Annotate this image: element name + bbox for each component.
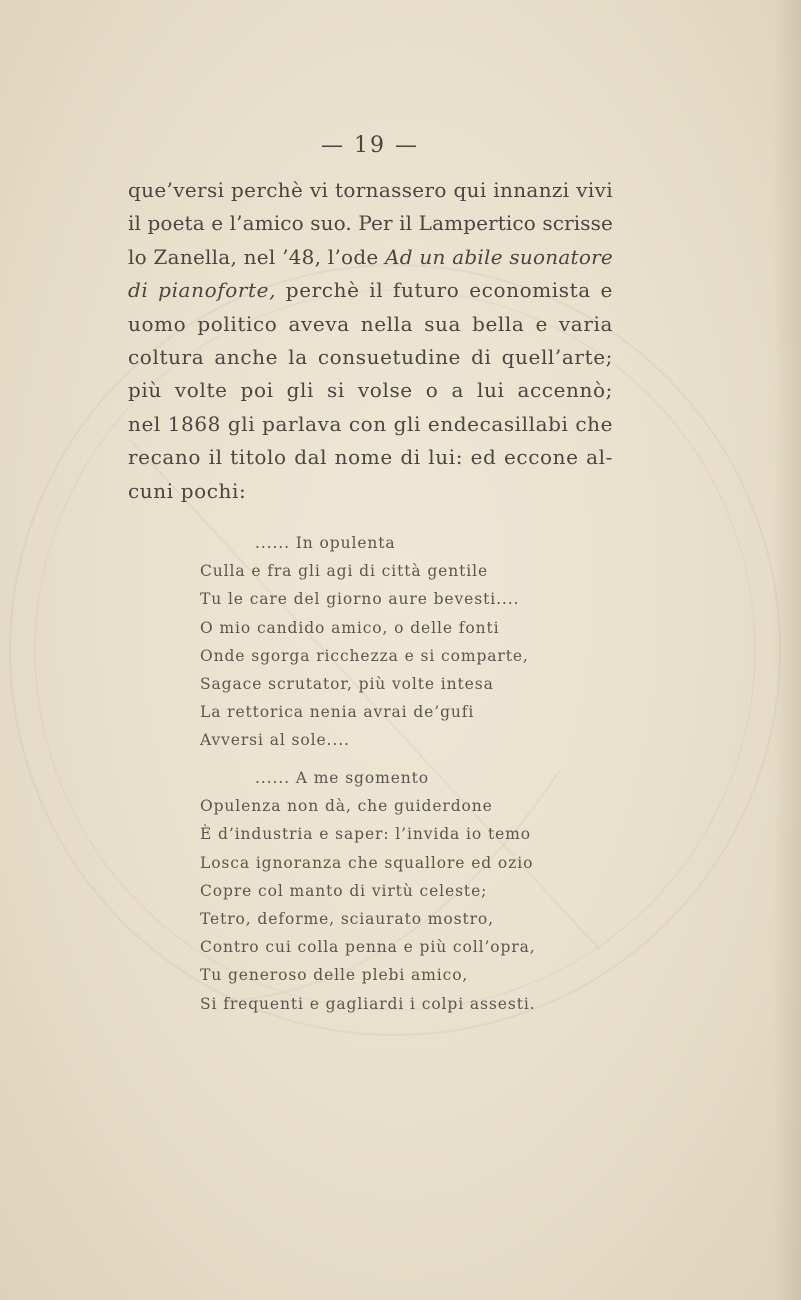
prose-text: più volte poi gli si volse o a lui accennò; — [128, 378, 613, 403]
verse-line: Tu generoso delle plebi amico, — [200, 966, 469, 985]
prose-text: il poeta e l’amico suo. Per il Lampertico scrisse — [128, 211, 613, 236]
prose-line — [128, 408, 613, 441]
prose-text: perchè il futuro economista e — [276, 278, 613, 303]
prose-text-with-title — [128, 274, 613, 307]
verse-line: È d’industria e saper: l’invida io temo — [200, 825, 531, 844]
prose-text: que’versi perchè vi tornassero qui innanzi vivi — [128, 178, 613, 202]
verse-line: La rettorica nenia avrai de’gufi — [200, 703, 475, 722]
verse-line: Avversi al sole.... — [200, 731, 350, 750]
prose-text: nel 1868 gli parlava con gli endecasillabi che — [128, 411, 613, 436]
prose-line — [128, 308, 613, 341]
verse-line: Tetro, deforme, sciaurato mostro, — [200, 909, 494, 928]
verse-stanza-2 — [200, 764, 536, 1018]
prose-line — [128, 207, 613, 240]
verse-line: Copre col manto di virtù celeste; — [200, 881, 488, 900]
prose-line — [128, 241, 613, 274]
ode-title: di pianoforte, — [128, 278, 277, 303]
prose-text: recano il titolo dal nome di lui: ed eccone al- — [128, 445, 613, 470]
prose-line — [128, 274, 613, 307]
prose-line — [128, 441, 613, 474]
verse-line: Tu le care del giorno aure bevesti.... — [200, 590, 520, 609]
prose-paragraph — [128, 174, 613, 508]
prose-line — [128, 174, 613, 207]
prose-text: lo Zanella, nel ’48, l’ode — [128, 244, 386, 269]
page-number: — 19 — — [321, 133, 419, 158]
verse-stanza-1 — [200, 529, 529, 755]
verse-line: Opulenza non dà, che guiderdone — [200, 797, 493, 816]
verse-line: Onde sgorga ricchezza e si comparte, — [200, 646, 529, 665]
verse-line: Sagace scrutator, più volte intesa — [200, 674, 494, 693]
prose-line — [128, 475, 613, 508]
verse-line: O mio candido amico, o delle fonti — [200, 618, 500, 637]
verse-line: Si frequenti e gagliardi i colpi assesti. — [200, 994, 536, 1013]
verse-line: Contro cui colla penna e più coll’opra, — [200, 938, 536, 957]
ode-title: Ad un abile suonatore — [385, 244, 613, 269]
verse-line: ...... A me sgomento — [255, 769, 430, 787]
verse-line: ...... In opulenta — [255, 534, 396, 552]
prose-line — [128, 374, 613, 407]
prose-text: cuni pochi: — [128, 478, 247, 503]
prose-line — [128, 341, 613, 374]
prose-text: uomo politico aveva nella sua bella e varia — [128, 311, 613, 336]
prose-text-with-title — [128, 241, 613, 274]
verse-line: Losca ignoranza che squallore ed ozio — [200, 853, 534, 872]
verse-line: Culla e fra gli agi di città gentile — [200, 562, 489, 581]
prose-text: coltura anche la consuetudine di quell’arte; — [128, 344, 613, 369]
